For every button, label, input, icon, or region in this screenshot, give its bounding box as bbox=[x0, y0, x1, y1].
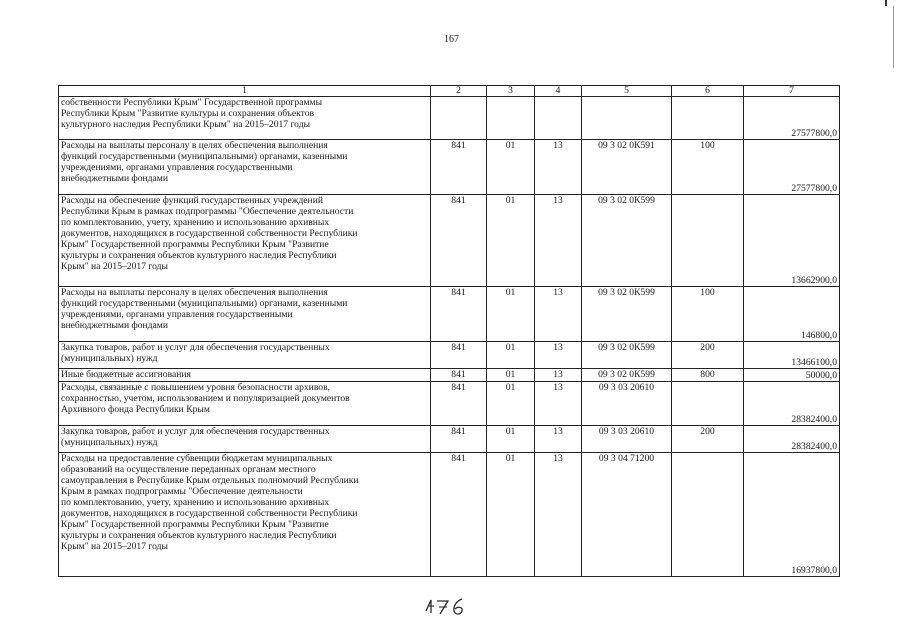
subsection-code-cell: 13 bbox=[535, 287, 582, 342]
subsection-code-cell: 13 bbox=[535, 453, 582, 577]
target-article-cell: 09 3 03 20610 bbox=[582, 426, 672, 453]
page-number: 167 bbox=[444, 34, 459, 45]
target-article-cell: 09 3 02 0К599 bbox=[582, 342, 672, 369]
subsection-code-cell: 13 bbox=[535, 382, 582, 426]
header-cell-1: 1 bbox=[59, 86, 431, 97]
expense-type-cell bbox=[672, 195, 744, 287]
expense-name-cell: Закупка товаров, работ и услуг для обеспечения государственных (муниципальных) нужд bbox=[59, 342, 431, 369]
amount-cell: 27577800,0 bbox=[744, 140, 840, 195]
target-article-cell bbox=[582, 97, 672, 140]
amount-cell: 50000,0 bbox=[744, 369, 840, 382]
amount-cell: 13662900,0 bbox=[744, 195, 840, 287]
table-row bbox=[59, 342, 840, 369]
amount-cell: 13466100,0 bbox=[744, 342, 840, 369]
table-row bbox=[59, 287, 840, 342]
subsection-code-cell: 13 bbox=[535, 140, 582, 195]
header-row bbox=[59, 86, 840, 97]
table-row bbox=[59, 382, 840, 426]
target-article-cell: 09 3 02 0К599 bbox=[582, 195, 672, 287]
section-code-cell: 01 bbox=[487, 453, 535, 577]
ministry-code-cell: 841 bbox=[431, 140, 487, 195]
ministry-code-cell: 841 bbox=[431, 342, 487, 369]
target-article-cell: 09 3 02 0К599 bbox=[582, 369, 672, 382]
subsection-code-cell: 13 bbox=[535, 369, 582, 382]
expense-type-cell: 200 bbox=[672, 426, 744, 453]
ministry-code-cell: 841 bbox=[431, 369, 487, 382]
expense-name-cell: Расходы на предоставление субвенции бюджетам муниципальных образований на осуществление переданных органам местного самоуправления в Республике Крым отдельных полномочий Республики Крым в рамках подпрограммы "Обеспечение деятельности по комплектованию, учету, хранению и использованию архивных документов, находящихся в государственной собственности Республики Крым" Государственной программы Республики Крым "Развитие культуры и сохранения объектов культурного наследия Республики Крым" на 2015–2017 годы bbox=[59, 453, 431, 577]
header-cell-7: 7 bbox=[744, 86, 840, 97]
section-code-cell bbox=[487, 97, 535, 140]
expense-name-cell: Иные бюджетные ассигнования bbox=[59, 369, 431, 382]
header-cell-2: 2 bbox=[431, 86, 487, 97]
amount-cell: 146800,0 bbox=[744, 287, 840, 342]
table-row bbox=[59, 140, 840, 195]
expense-name-cell: Расходы на обеспечение функций государственных учреждений Республики Крым в рамках подпрограммы "Обеспечение деятельности по комплектованию, учету, хранению и использованию архивных документов, находящихся в государственной собственности Республики Крым" Государственной программы Республики Крым "Развитие культуры и сохранения объектов культурного наследия Республики Крым" на 2015–2017 годы bbox=[59, 195, 431, 287]
ministry-code-cell bbox=[431, 97, 487, 140]
expense-name-cell: Расходы, связанные с повышением уровня безопасности архивов, сохранностью, учетом, использованием и популяризацией документов Архивного фонда Республики Крым bbox=[59, 382, 431, 426]
target-article-cell: 09 3 02 0К599 bbox=[582, 287, 672, 342]
expense-name-cell: собственности Республики Крым" Государственной программы Республики Крым "Развитие культуры и сохранения объектов культурного наследия Республики Крым" на 2015–2017 годы bbox=[59, 97, 431, 140]
ministry-code-cell: 841 bbox=[431, 195, 487, 287]
header-cell-5: 5 bbox=[582, 86, 672, 97]
target-article-cell: 09 3 02 0К591 bbox=[582, 140, 672, 195]
table-row bbox=[59, 195, 840, 287]
scan-edge-line bbox=[893, 6, 894, 68]
expense-name-cell: Закупка товаров, работ и услуг для обеспечения государственных (муниципальных) нужд bbox=[59, 426, 431, 453]
subsection-code-cell: 13 bbox=[535, 426, 582, 453]
expense-type-cell: 800 bbox=[672, 369, 744, 382]
amount-cell: 28382400,0 bbox=[744, 426, 840, 453]
section-code-cell: 01 bbox=[487, 426, 535, 453]
ministry-code-cell: 841 bbox=[431, 426, 487, 453]
expense-name-cell: Расходы на выплаты персоналу в целях обеспечения выполнения функций государственными (муниципальными) органами, казенными учреждениями, органами управления государственными внебюджетными фондами bbox=[59, 287, 431, 342]
section-code-cell: 01 bbox=[487, 195, 535, 287]
table-row bbox=[59, 453, 840, 577]
header-cell-3: 3 bbox=[487, 86, 535, 97]
expense-type-cell: 100 bbox=[672, 287, 744, 342]
header-cell-6: 6 bbox=[672, 86, 744, 97]
section-code-cell: 01 bbox=[487, 342, 535, 369]
table-row bbox=[59, 97, 840, 140]
amount-cell: 28382400,0 bbox=[744, 382, 840, 426]
ministry-code-cell: 841 bbox=[431, 382, 487, 426]
section-code-cell: 01 bbox=[487, 140, 535, 195]
section-code-cell: 01 bbox=[487, 382, 535, 426]
expense-type-cell bbox=[672, 453, 744, 577]
target-article-cell: 09 3 03 20610 bbox=[582, 382, 672, 426]
amount-cell: 27577800,0 bbox=[744, 97, 840, 140]
expense-type-cell bbox=[672, 97, 744, 140]
target-article-cell: 09 3 04 71200 bbox=[582, 453, 672, 577]
expense-type-cell: 100 bbox=[672, 140, 744, 195]
table-row bbox=[59, 369, 840, 382]
subsection-code-cell bbox=[535, 97, 582, 140]
handwritten-page-number bbox=[422, 595, 478, 617]
expense-name-cell: Расходы на выплаты персоналу в целях обеспечения выполнения функций государственными (муниципальными) органами, казенными учреждениями, органами управления государственными внебюджетными фондами bbox=[59, 140, 431, 195]
section-code-cell: 01 bbox=[487, 369, 535, 382]
ministry-code-cell: 841 bbox=[431, 453, 487, 577]
subsection-code-cell: 13 bbox=[535, 342, 582, 369]
subsection-code-cell: 13 bbox=[535, 195, 582, 287]
budget-table bbox=[58, 85, 840, 577]
section-code-cell: 01 bbox=[487, 287, 535, 342]
ministry-code-cell: 841 bbox=[431, 287, 487, 342]
expense-type-cell bbox=[672, 382, 744, 426]
scan-edge-mark bbox=[885, 0, 887, 6]
header-cell-4: 4 bbox=[535, 86, 582, 97]
table-row bbox=[59, 426, 840, 453]
expense-type-cell: 200 bbox=[672, 342, 744, 369]
amount-cell: 16937800,0 bbox=[744, 453, 840, 577]
